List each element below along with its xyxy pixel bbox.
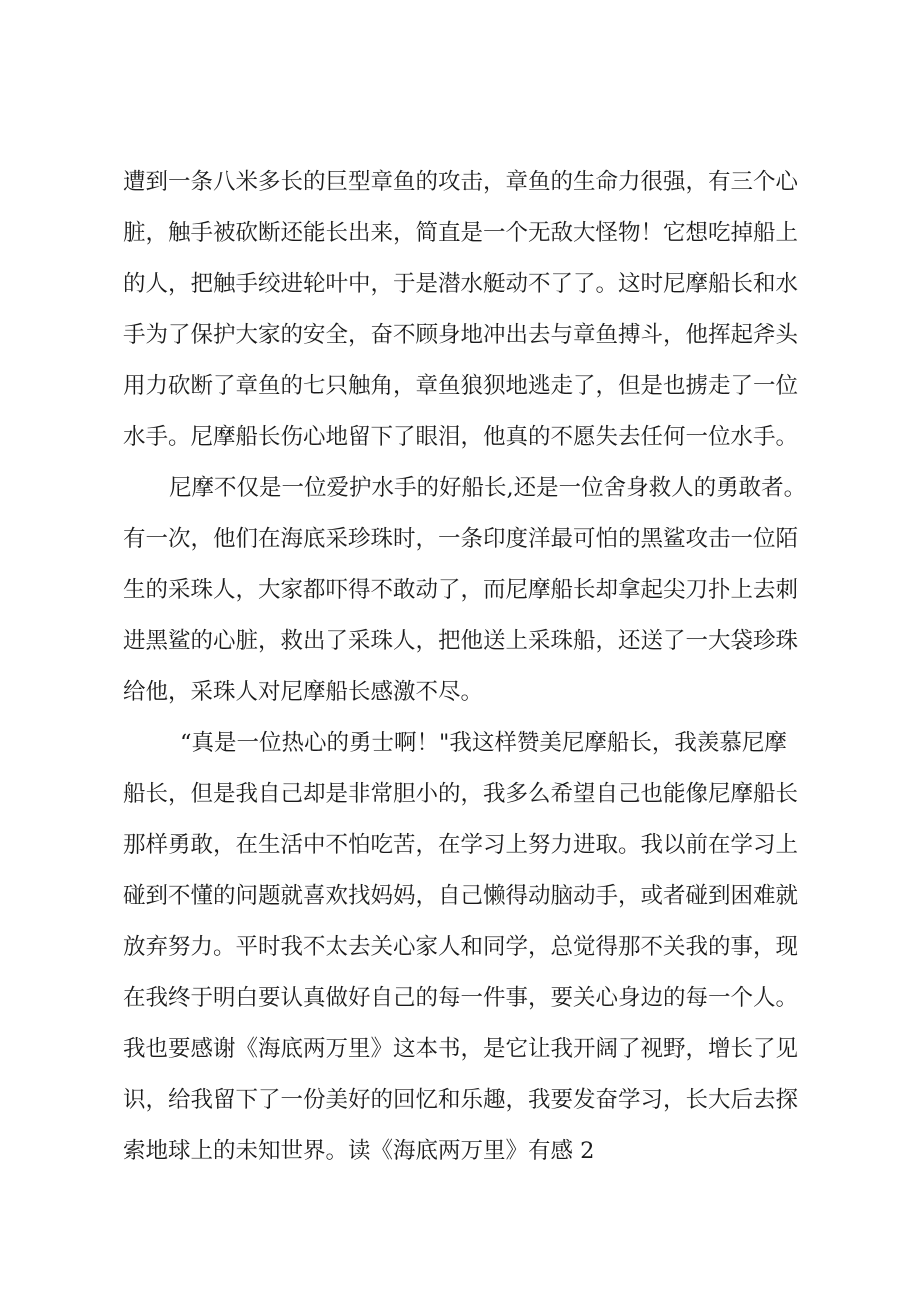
text-line: 船长，但是我自己却是非常胆小的，我多么希望自己也能像尼摩船长	[123, 781, 799, 807]
text-line: 用力砍断了章鱼的七只触角，章鱼狼狈地逃走了，但是也掳走了一位	[123, 373, 799, 399]
text-line: 生的采珠人，大家都吓得不敢动了，而尼摩船长却拿起尖刀扑上去刺	[123, 577, 799, 603]
text-line: 在我终于明白要认真做好自己的每一件事，要关心身边的每一个人。	[123, 985, 799, 1011]
text-line: 有一次，他们在海底采珍珠时，一条印度洋最可怕的黑鲨攻击一位陌	[123, 526, 799, 552]
text-line: 脏，触手被砍断还能长出来，简直是一个无敌大怪物！它想吃掉船上	[123, 220, 799, 246]
text-line: 给他，采珠人对尼摩船长感激不尽。	[123, 679, 484, 705]
text-line: 识，给我留下了一份美好的回忆和乐趣，我要发奋学习，长大后去探	[123, 1087, 799, 1113]
text-line: 进黑鲨的心脏，救出了采珠人，把他送上采珠船，还送了一大袋珍珠	[123, 628, 799, 654]
text-line: 水手。尼摩船长伤心地留下了眼泪，他真的不愿失去任何一位水手。	[123, 424, 799, 450]
text-line: 的人，把触手绞进轮叶中，于是潜水艇动不了了。这时尼摩船长和水	[123, 271, 799, 297]
paragraph-start-line: “真是一位热心的勇士啊！"我这样赞美尼摩船长，我羡慕尼摩	[180, 730, 787, 756]
text-line: 那样勇敢，在生活中不怕吃苦，在学习上努力进取。我以前在学习上	[123, 832, 799, 858]
text-line: 手为了保护大家的安全，奋不顾身地冲出去与章鱼搏斗，他挥起斧头	[123, 322, 799, 348]
text-line: 索地球上的未知世界。读《海底两万里》有感 2	[123, 1138, 595, 1164]
text-line: 碰到不懂的问题就喜欢找妈妈，自己懒得动脑动手，或者碰到困难就	[123, 883, 799, 909]
text-line: 遭到一条八米多长的巨型章鱼的攻击，章鱼的生命力很强，有三个心	[123, 169, 799, 195]
text-line: 我也要感谢《海底两万里》这本书，是它让我开阔了视野，增长了见	[123, 1036, 799, 1062]
text-line: 放弃努力。平时我不太去关心家人和同学，总觉得那不关我的事，现	[123, 934, 799, 960]
paragraph-start-line: 尼摩不仅是一位爱护水手的好船长,还是一位舍身救人的勇敢者。	[169, 475, 807, 501]
